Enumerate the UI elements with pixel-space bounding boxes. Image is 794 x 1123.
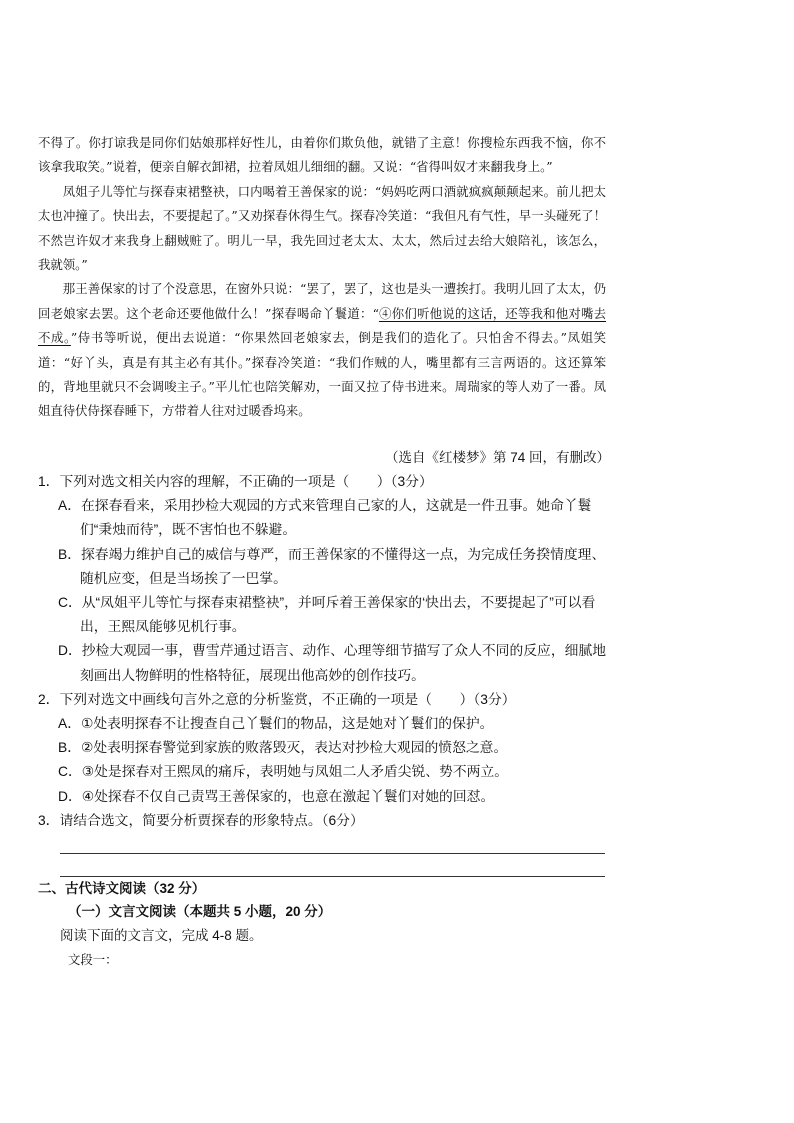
question-1-option-a: A．在探春看来，采用抄检大观园的方式来管理自己家的人，这就是一件丑事。她命丫鬟们“秉烛而待”，既不害怕也不躲避。 — [58, 498, 592, 538]
section-ancient-reading — [38, 878, 613, 972]
passage-paragraph-2: 凤姐子儿等忙与探春束裙整袂，口内喝着王善保家的说：“妈妈吃两口酒就疯疯颠颠起来。前儿把太太也冲撞了。快出去，不要提起了。”又劝探春休得生气。探春冷笑道：“我但凡有气性，早一头碰死了！不然岂许奴才来我身上翻贼赃了。明儿一早，我先回过老太太、太太，然后过去给大娘陪礼，该怎么，我就领。” — [38, 183, 606, 273]
question-2-stem: 2．下列对选文中画线句言外之意的分析鉴赏，不正确的一项是（ ）（3分） — [38, 691, 516, 707]
question-2-option-d: D．④处探春不仅自己责骂王善保家的，也意在激起丫鬟们对她的回怼。 — [58, 788, 495, 804]
passage-text: ”侍书等听说，便出去说道：“你果然回老娘家去，倒是我们的造化了。只怕舍不得去。”凤姐笑道：“好丫头，真是有其主必有其仆。”探春冷笑道：“我们作贼的人，嘴里都有三言两语的。这还算笨的，背地里就只不会调唆主子。”平儿忙也陪笑解劝，一面又拉了侍书进来。周瑞家的等人劝了一番。凤姐直待伏侍探春睡下，方带着人往对过暖香坞来。 — [38, 330, 606, 419]
reading-passage — [38, 131, 606, 424]
passage-paragraph-1: 不得了。你打谅我是同你们姑娘那样好性儿，由着你们欺负他，就错了主意！你搜检东西我不恼，你不该拿我取笑。”说着，便亲自解衣卸裙，拉着凤姐儿细细的翻。又说：“省得叫奴才来翻我身上。” — [38, 135, 606, 175]
passage-text: 那王善保家的讨了个没意思，在窗外只说：“罢了，罢了，这也是头一遭挨打。我明儿回了太太，仍回老娘家去罢。这个老命还要他做什么！”探春喝命丫鬟道：“ — [38, 281, 606, 321]
section-instruction: 阅读下面的文言文，完成 4-8 题。 — [60, 928, 263, 943]
question-1-stem: 1．下列对选文相关内容的理解，不正确的一项是（ ）（3分） — [38, 474, 433, 489]
question-list — [38, 470, 613, 877]
answer-line — [60, 876, 605, 877]
passage-label: 文段一： — [68, 952, 118, 967]
section-subtitle: （一）文言文阅读（本题共 5 小题，20 分） — [68, 904, 332, 919]
passage-paragraph-3 — [38, 277, 606, 423]
question-1-option-b: B．探春竭力维护自己的威信与尊严，而王善保家的不懂得这一点，为完成任务揆情度理、随机应变，但是当场挨了一巴掌。 — [58, 546, 606, 586]
question-1-option-c: C．从“凤姐平儿等忙与探春束裙整袂”，并呵斥着王善保家的‘快出去，不要提起了”可以看出，王熙凤能够见机行事。 — [58, 595, 596, 635]
source-citation: （选自《红楼梦》第 74 回，有删改） — [384, 450, 610, 465]
question-3-stem: 3．请结合选文，简要分析贾探春的形象特点。（6分） — [38, 812, 364, 828]
underlined-sentence-4: ④你们听他说的这话，还等我和他对嘴去不成。 — [38, 305, 607, 346]
question-2-option-c: C．③处是探春对王熙凤的痛斥，表明她与凤姐二人矛盾尖锐、势不两立。 — [58, 764, 509, 780]
question-1-option-d: D．抄检大观园一事，曹雪芹通过语言、动作、心理等细节描写了众人不同的反应，细腻地刻画出人物鲜明的性格特征，展现出他高妙的创作技巧。 — [58, 643, 607, 683]
section-title: 二、古代诗文阅读（32 分） — [38, 881, 206, 896]
question-2-option-b: B．②处表明探春警觉到家族的败落毁灭，表达对抄检大观园的愤怒之意。 — [58, 740, 508, 756]
question-2-option-a: A．①处表明探春不让搜查自己丫鬟们的物品，这是她对丫鬟们的保护。 — [58, 716, 494, 732]
